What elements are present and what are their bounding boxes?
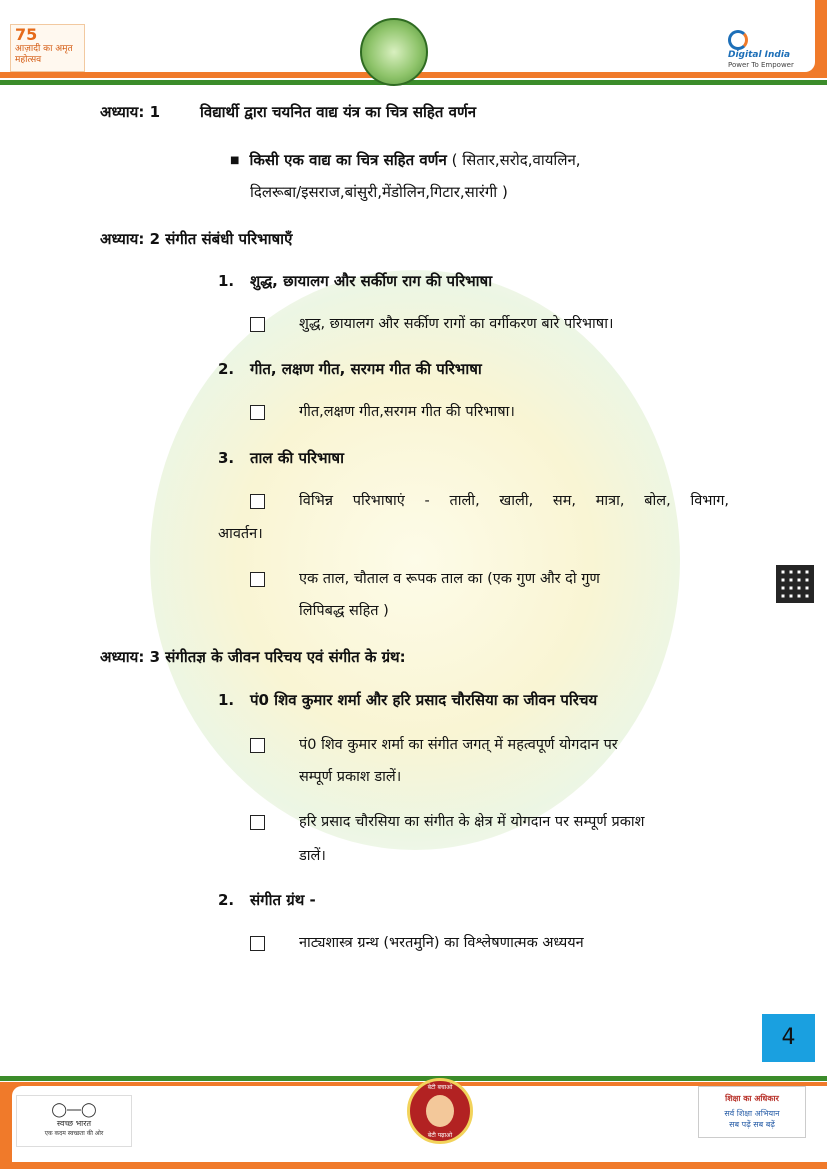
glasses-icon: ◯―◯ [51,1102,97,1118]
shiksha-title: शिक्षा का अधिकार [725,1094,779,1103]
sub-item-text: पं0 शिव कुमार शर्मा का संगीत जगत् में महत्वपूर्ण योगदान पर [299,737,618,753]
checkbox[interactable] [250,738,265,753]
checkbox[interactable] [250,815,265,830]
sub-item-text: नाट्यशास्त्र ग्रन्थ (भरतमुनि) का विश्लेषणात्मक अध्ययन [299,935,584,951]
chapter-3-item-1 [218,690,597,710]
shiksha-ka-adhikar-logo [698,1086,806,1138]
digital-india-title: Digital India [728,50,791,60]
item-title: शुद्ध, छायालग और सर्कीण राग की परिभाषा [250,272,493,290]
chapter-1-bullet-text-line1: ( सितार,सरोद,वायलिन, [446,151,581,169]
sub-item-text: हरि प्रसाद चौरसिया का संगीत के क्षेत्र में योगदान पर सम्पूर्ण प्रकाश [299,814,645,830]
swachh-tagline: एक कदम स्वच्छता की ओर [44,1130,104,1137]
shiksha-line2: सब पढ़ें सब बढ़ें [729,1120,775,1129]
item-title: संगीत ग्रंथ - [250,891,316,909]
item-title: ताल की परिभाषा [250,449,344,467]
azadi-ka-amrit-mahotsav-logo: 75 आज़ादी का अमृत महोत्सव [10,24,85,72]
chapter-1-title: विद्यार्थी द्वारा चयनित वाद्य यंत्र का चित्र सहित वर्णन [200,103,477,121]
beti-padhao-text: बेटी पढ़ाओ [427,1132,453,1139]
checkbox[interactable] [250,936,265,951]
sub-item-text: शुद्ध, छायालग और सर्कीण रागों का वर्गीकरण बारे परिभाषा। [299,316,614,332]
chapter-1-bullet-text-line2: दिलरूबा/इसराज,बांसुरी,मेंडोलिन,गिटार,सारंगी ) [250,183,508,201]
beti-bachao-beti-padhao-logo [407,1078,473,1144]
item-number: 2. [218,360,235,378]
digital-india-tagline: Power To Empower [728,61,794,69]
item-title: गीत, लक्षण गीत, सरगम गीत की परिभाषा [250,360,482,378]
chapter-1-heading [100,102,476,122]
sub-item-text: लिपिबद्ध सहित ) [299,603,389,619]
bharat-text: भारत [75,1119,92,1128]
checkbox[interactable] [250,317,265,332]
checkbox[interactable] [250,494,265,509]
chapter-2-item-3 [218,448,344,468]
chapter-3-heading: अध्याय: 3 संगीतज्ञ के जीवन परिचय एवं संगीत के ग्रंथ: [100,648,406,666]
footer-green-line [0,1076,827,1081]
item-number: 1. [218,691,235,709]
azadi-logo-text: आज़ादी का अमृत महोत्सव [15,44,73,65]
item-title: पं0 शिव कुमार शर्मा और हरि प्रसाद चौरसिया का जीवन परिचय [250,691,598,709]
sub-item-text: एक ताल, चौताल व रूपक ताल का (एक गुण और दो गुण [299,571,600,587]
shiksha-line1: सर्व शिक्षा अभियान [724,1109,780,1118]
item-number: 3. [218,449,235,467]
square-bullet-icon: ■ [230,155,240,166]
chapter-1-bullet [230,150,581,170]
swachh-bharat-logo [16,1095,132,1147]
chapter-1-bullet-bold: किसी एक वाद्य का चित्र सहित वर्णन [249,151,447,169]
sub-item-text: विभिन्न परिभाषाएं - ताली, खाली, सम, मात्रा, बोल, विभाग, [299,493,729,509]
chapter-3-item-2 [218,890,316,910]
page-number-badge: 4 [762,1014,815,1062]
chapter-1-label: अध्याय: 1 [100,103,161,121]
checkbox[interactable] [250,572,265,587]
chapter-2-item-1 [218,271,492,291]
checkbox[interactable] [250,405,265,420]
swachh-text: स्वच्छ [56,1119,74,1128]
item-number: 1. [218,272,235,290]
sub-item-text: सम्पूर्ण प्रकाश डालें। [299,769,402,785]
sub-item-text: डालें। [299,848,326,864]
beti-bachao-text: बेटी बचाओ [427,1084,453,1091]
sub-item-text: आवर्तन। [218,526,263,542]
sub-item-text: गीत,लक्षण गीत,सरगम गीत की परिभाषा। [299,404,515,420]
chapter-2-item-2 [218,359,482,379]
item-number: 2. [218,891,235,909]
chapter-2-heading: अध्याय: 2 संगीत संबंधी परिभाषाएँ [100,230,293,248]
page-footer [0,1068,827,1169]
qr-code-icon[interactable] [776,565,814,603]
girl-face-icon [426,1095,454,1127]
